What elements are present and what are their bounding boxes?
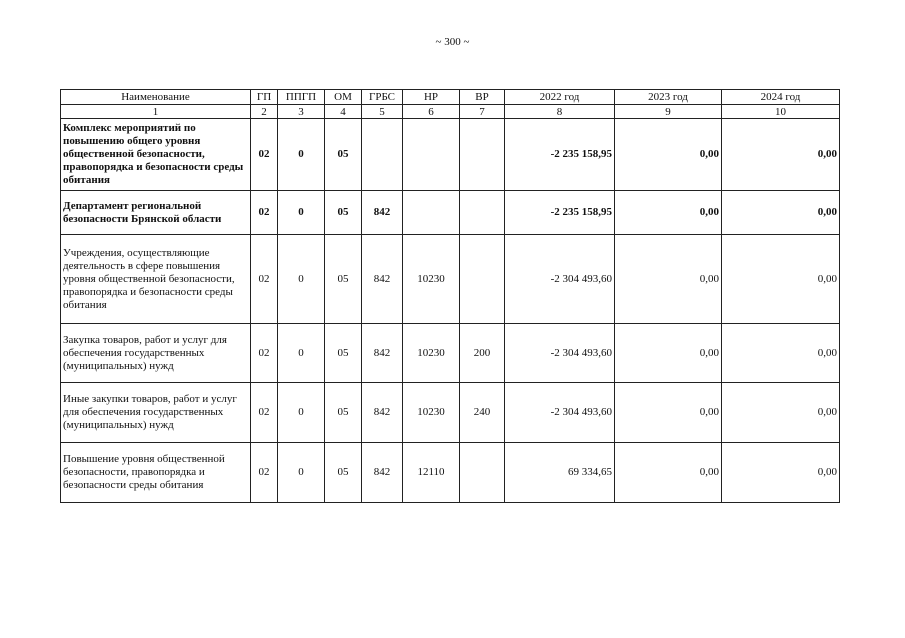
cell-ppgp: 0 bbox=[278, 324, 325, 383]
cell-2024: 0,00 bbox=[722, 443, 840, 503]
cell-nr bbox=[403, 191, 460, 235]
cell-gp: 02 bbox=[251, 235, 278, 324]
header-2022: 2022 год bbox=[505, 90, 615, 105]
header-name: Наименование bbox=[61, 90, 251, 105]
cell-ppgp: 0 bbox=[278, 383, 325, 443]
cell-vr: 240 bbox=[460, 383, 505, 443]
column-number: 4 bbox=[325, 105, 362, 119]
header-grbs: ГРБС bbox=[362, 90, 403, 105]
cell-vr bbox=[460, 119, 505, 191]
budget-table bbox=[60, 89, 840, 503]
column-number: 5 bbox=[362, 105, 403, 119]
row-name: Комплекс мероприятий по повышению общего уровня общественной безопасности, правопорядка и безопасности среды обитания bbox=[61, 119, 251, 191]
row-name: Иные закупки товаров, работ и услуг для обеспечения государственных (муниципальных) нужд bbox=[61, 383, 251, 443]
cell-2022: -2 304 493,60 bbox=[505, 324, 615, 383]
cell-gp: 02 bbox=[251, 443, 278, 503]
column-number: 9 bbox=[615, 105, 722, 119]
column-number: 1 bbox=[61, 105, 251, 119]
cell-grbs: 842 bbox=[362, 443, 403, 503]
cell-2022: -2 304 493,60 bbox=[505, 383, 615, 443]
cell-vr bbox=[460, 443, 505, 503]
cell-2023: 0,00 bbox=[615, 191, 722, 235]
cell-2023: 0,00 bbox=[615, 119, 722, 191]
column-number: 2 bbox=[251, 105, 278, 119]
cell-om: 05 bbox=[325, 119, 362, 191]
cell-grbs: 842 bbox=[362, 324, 403, 383]
table-row bbox=[61, 191, 840, 235]
cell-gp: 02 bbox=[251, 383, 278, 443]
cell-grbs bbox=[362, 119, 403, 191]
row-name: Повышение уровня общественной безопасности, правопорядка и безопасности среды обитания bbox=[61, 443, 251, 503]
table-row bbox=[61, 443, 840, 503]
cell-nr: 10230 bbox=[403, 235, 460, 324]
cell-grbs: 842 bbox=[362, 235, 403, 324]
cell-2024: 0,00 bbox=[722, 191, 840, 235]
column-number: 3 bbox=[278, 105, 325, 119]
cell-2023: 0,00 bbox=[615, 324, 722, 383]
column-number: 8 bbox=[505, 105, 615, 119]
column-number: 10 bbox=[722, 105, 840, 119]
header-nr: НР bbox=[403, 90, 460, 105]
cell-grbs: 842 bbox=[362, 191, 403, 235]
row-name: Департамент региональной безопасности Брянской области bbox=[61, 191, 251, 235]
table-row bbox=[61, 119, 840, 191]
cell-nr: 10230 bbox=[403, 324, 460, 383]
cell-2023: 0,00 bbox=[615, 235, 722, 324]
cell-2024: 0,00 bbox=[722, 383, 840, 443]
cell-om: 05 bbox=[325, 191, 362, 235]
table-row bbox=[61, 324, 840, 383]
cell-om: 05 bbox=[325, 324, 362, 383]
cell-2022: -2 304 493,60 bbox=[505, 235, 615, 324]
cell-2024: 0,00 bbox=[722, 324, 840, 383]
cell-2023: 0,00 bbox=[615, 443, 722, 503]
cell-gp: 02 bbox=[251, 119, 278, 191]
row-name: Учреждения, осуществляющие деятельность в сфере повышения уровня общественной безопасности, правопорядка и безопасности среды обитания bbox=[61, 235, 251, 324]
cell-2022: -2 235 158,95 bbox=[505, 191, 615, 235]
header-2023: 2023 год bbox=[615, 90, 722, 105]
column-number: 7 bbox=[460, 105, 505, 119]
header-gp: ГП bbox=[251, 90, 278, 105]
header-ppgp: ППГП bbox=[278, 90, 325, 105]
cell-vr: 200 bbox=[460, 324, 505, 383]
page-number: ~ 300 ~ bbox=[435, 36, 470, 48]
cell-nr: 12110 bbox=[403, 443, 460, 503]
cell-ppgp: 0 bbox=[278, 235, 325, 324]
table-row bbox=[61, 383, 840, 443]
cell-2024: 0,00 bbox=[722, 235, 840, 324]
cell-om: 05 bbox=[325, 383, 362, 443]
cell-2022: 69 334,65 bbox=[505, 443, 615, 503]
cell-om: 05 bbox=[325, 235, 362, 324]
column-number: 6 bbox=[403, 105, 460, 119]
row-name: Закупка товаров, работ и услуг для обеспечения государственных (муниципальных) нужд bbox=[61, 324, 251, 383]
cell-nr: 10230 bbox=[403, 383, 460, 443]
header-2024: 2024 год bbox=[722, 90, 840, 105]
cell-grbs: 842 bbox=[362, 383, 403, 443]
cell-2022: -2 235 158,95 bbox=[505, 119, 615, 191]
cell-ppgp: 0 bbox=[278, 119, 325, 191]
cell-gp: 02 bbox=[251, 191, 278, 235]
table-row bbox=[61, 235, 840, 324]
cell-ppgp: 0 bbox=[278, 443, 325, 503]
cell-nr bbox=[403, 119, 460, 191]
cell-vr bbox=[460, 235, 505, 324]
cell-ppgp: 0 bbox=[278, 191, 325, 235]
cell-2024: 0,00 bbox=[722, 119, 840, 191]
cell-gp: 02 bbox=[251, 324, 278, 383]
column-number-row bbox=[61, 105, 840, 119]
cell-2023: 0,00 bbox=[615, 383, 722, 443]
cell-om: 05 bbox=[325, 443, 362, 503]
header-om: ОМ bbox=[325, 90, 362, 105]
header-row bbox=[61, 90, 840, 105]
cell-vr bbox=[460, 191, 505, 235]
header-vr: ВР bbox=[460, 90, 505, 105]
